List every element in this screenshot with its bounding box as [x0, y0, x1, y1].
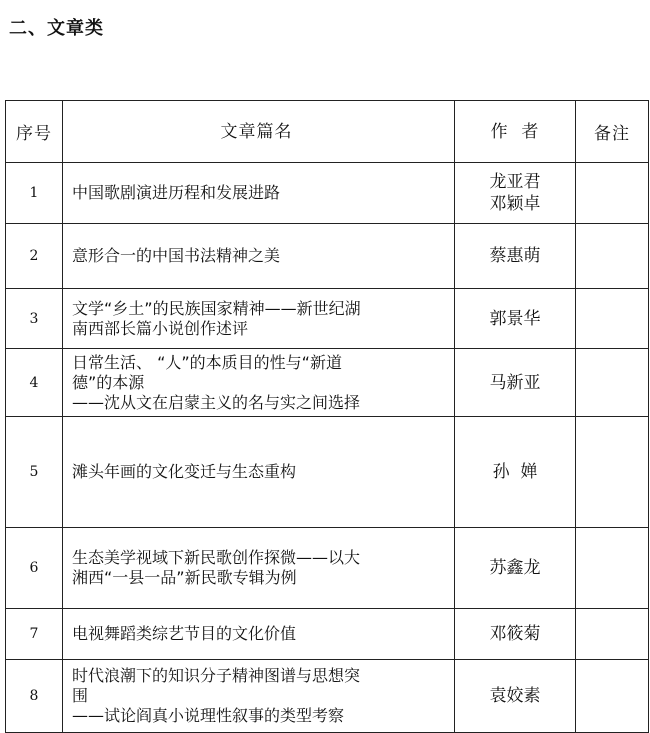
- author-name: 邓颖卓: [489, 194, 541, 214]
- header-author: [455, 101, 576, 163]
- title-line: 日常生活、 “人”的本质目的性与“新道: [72, 352, 342, 372]
- header-number: 序号: [6, 101, 63, 163]
- table-row: [6, 660, 649, 733]
- note-cell: [576, 224, 649, 289]
- table-row: [6, 609, 649, 660]
- table-body: [6, 163, 649, 733]
- author-cell: [455, 609, 576, 660]
- author-name: 孙 婵: [492, 462, 538, 482]
- article-title: [63, 349, 455, 417]
- note-cell: [576, 660, 649, 733]
- article-title: [63, 660, 455, 733]
- author-name: 马新亚: [489, 372, 541, 393]
- author-cell: [455, 528, 576, 609]
- title-line: ——试论阎真小说理性叙事的类型考察: [72, 706, 345, 725]
- title-line: 湘西“一县一品”新民歌专辑为例: [72, 568, 297, 587]
- note-cell: [576, 528, 649, 609]
- title-line: 文学“乡土”的民族国家精神——新世纪湖: [72, 298, 361, 318]
- author-cell: [455, 163, 576, 224]
- table-row: [6, 163, 649, 224]
- row-number: 7: [6, 609, 63, 660]
- author-name: 袁姣素: [489, 686, 541, 706]
- table-row: [6, 224, 649, 289]
- row-number: 4: [6, 349, 63, 417]
- author-name: 龙亚君: [489, 172, 541, 192]
- author-name: 苏鑫龙: [489, 558, 541, 578]
- author-name: 郭景华: [489, 308, 541, 329]
- article-title: [63, 609, 455, 660]
- author-cell: [455, 289, 576, 349]
- title-line: 南西部长篇小说创作述评: [72, 318, 249, 338]
- author-cell: [455, 417, 576, 528]
- title-line: 时代浪潮下的知识分子精神图谱与思想突: [72, 666, 361, 685]
- header-author-label: 作 者: [490, 121, 540, 142]
- title-line: ——沈从文在启蒙主义的名与实之间选择: [72, 392, 361, 412]
- title-line: 电视舞蹈类综艺节目的文化价值: [72, 624, 297, 643]
- title-line: 生态美学视域下新民歌创作探微——以大: [72, 548, 361, 567]
- row-number: 8: [6, 660, 63, 733]
- note-cell: [576, 163, 649, 224]
- article-title: [63, 417, 455, 528]
- articles-table: [5, 100, 649, 733]
- author-name: 邓筱菊: [489, 624, 541, 644]
- author-cell: [455, 349, 576, 417]
- row-number: 1: [6, 163, 63, 224]
- article-title: [63, 224, 455, 289]
- header-title: 文章篇名: [63, 101, 455, 163]
- article-title: [63, 528, 455, 609]
- article-title: [63, 289, 455, 349]
- title-line: 中国歌剧演进历程和发展进路: [72, 183, 281, 202]
- row-number: 5: [6, 417, 63, 528]
- title-line: 意形合一的中国书法精神之美: [72, 246, 281, 265]
- note-cell: [576, 289, 649, 349]
- table-header-row: [6, 101, 649, 163]
- table-row: [6, 417, 649, 528]
- header-note: 备注: [576, 101, 649, 163]
- author-cell: [455, 224, 576, 289]
- title-line: 德”的本源: [72, 372, 145, 392]
- note-cell: [576, 417, 649, 528]
- table-row: [6, 289, 649, 349]
- author-name: 蔡惠萌: [489, 246, 541, 266]
- row-number: 6: [6, 528, 63, 609]
- title-line: 滩头年画的文化变迁与生态重构: [72, 462, 297, 481]
- table-row: [6, 349, 649, 417]
- section-heading: 二、文章类: [9, 18, 104, 39]
- title-line: 围: [72, 686, 89, 705]
- note-cell: [576, 609, 649, 660]
- note-cell: [576, 349, 649, 417]
- row-number: 3: [6, 289, 63, 349]
- article-title: [63, 163, 455, 224]
- author-cell: [455, 660, 576, 733]
- table-row: [6, 528, 649, 609]
- row-number: 2: [6, 224, 63, 289]
